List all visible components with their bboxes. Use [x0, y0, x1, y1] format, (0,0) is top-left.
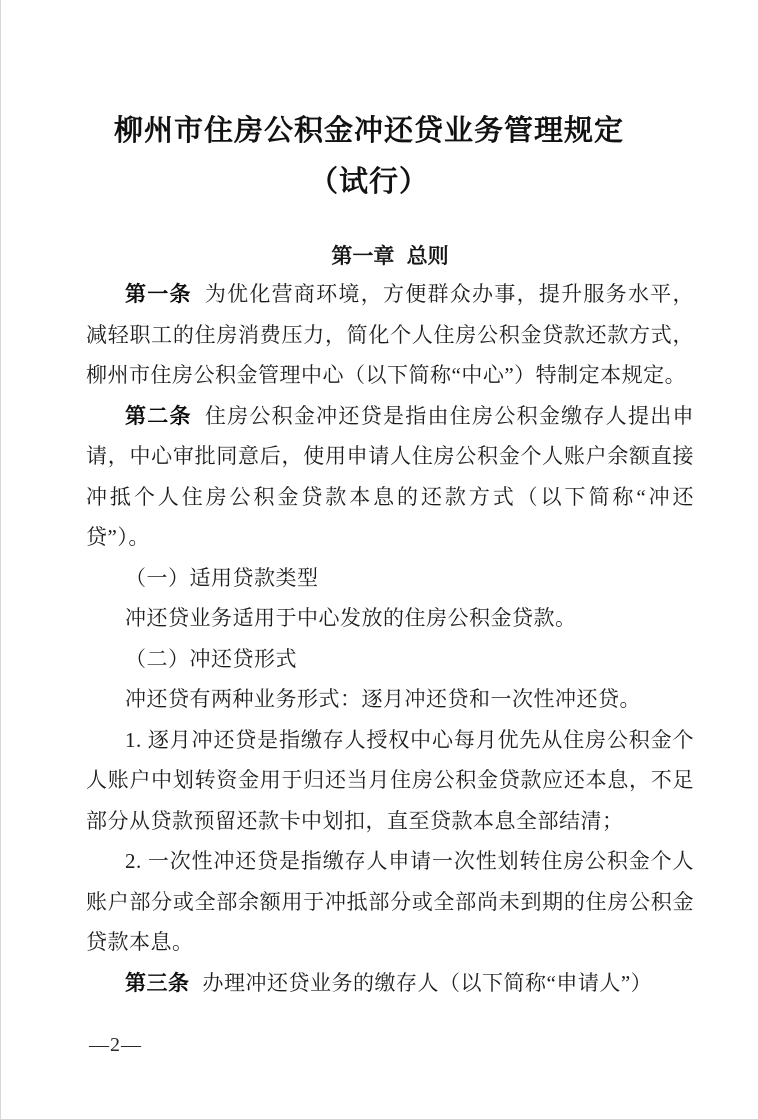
- paragraph-text: 冲还贷有两种业务形式：逐月冲还贷和一次性冲还贷。: [125, 687, 641, 711]
- paragraph-text: 为优化营商环境，方便群众办事，提升服务水平，减轻职工的住房消费压力，简化个人住房公积金贷款还款方式，柳州市住房公积金管理中心（以下简称“中心”）特制定本规定。: [86, 282, 694, 387]
- numbered-item-1: [86, 720, 694, 842]
- article-paragraph-1: [86, 274, 694, 396]
- paragraph-text: 住房公积金冲还贷是指由住房公积金缴存人提出申请，中心审批同意后，使用申请人住房公积金个人账户余额直接冲抵个人住房公积金贷款本息的还款方式（以下简称“冲还贷”）。: [86, 403, 694, 549]
- paragraph-text: 办理冲还贷业务的缴存人（以下简称“申请人”）: [202, 970, 653, 995]
- paragraph-text: （一）适用贷款类型: [125, 565, 319, 590]
- list-item-1: [86, 558, 694, 599]
- list-item-1-body: [86, 598, 694, 639]
- numbered-item-2: [86, 841, 694, 963]
- chapter-heading: 第一章 总则: [331, 244, 449, 268]
- article-paragraph-2: [86, 396, 694, 558]
- page-number: —2—: [89, 1034, 142, 1056]
- article-number-label: 第二条: [125, 403, 192, 428]
- paragraph-text: 2. 一次性冲还贷是指缴存人申请一次性划转住房公积金个人账户部分或全部余额用于冲抵部分或全部尚未到期的住房公积金贷款本息。: [86, 849, 694, 954]
- document-body: [86, 274, 694, 1003]
- article-number-label: 第一条: [125, 282, 192, 306]
- document-title-line2: （试行）: [308, 166, 429, 198]
- document-title-line1: 柳州市住房公积金冲还贷业务管理规定: [113, 115, 624, 147]
- document-title: [63, 106, 675, 208]
- list-item-2: [86, 639, 694, 680]
- article-number-label: 第三条: [125, 970, 190, 995]
- article-paragraph-3: [86, 963, 694, 1004]
- list-item-2-body: [86, 679, 694, 720]
- paragraph-text: 1. 逐月冲还贷是指缴存人授权中心每月优先从住房公积金个人账户中划转资金用于归还当月住房公积金贷款应还本息，不足部分从贷款预留还款卡中划扣，直至贷款本息全部结清；: [86, 727, 694, 833]
- paragraph-text: （二）冲还贷形式: [125, 646, 297, 671]
- paragraph-text: 冲还贷业务适用于中心发放的住房公积金贷款。: [125, 606, 577, 630]
